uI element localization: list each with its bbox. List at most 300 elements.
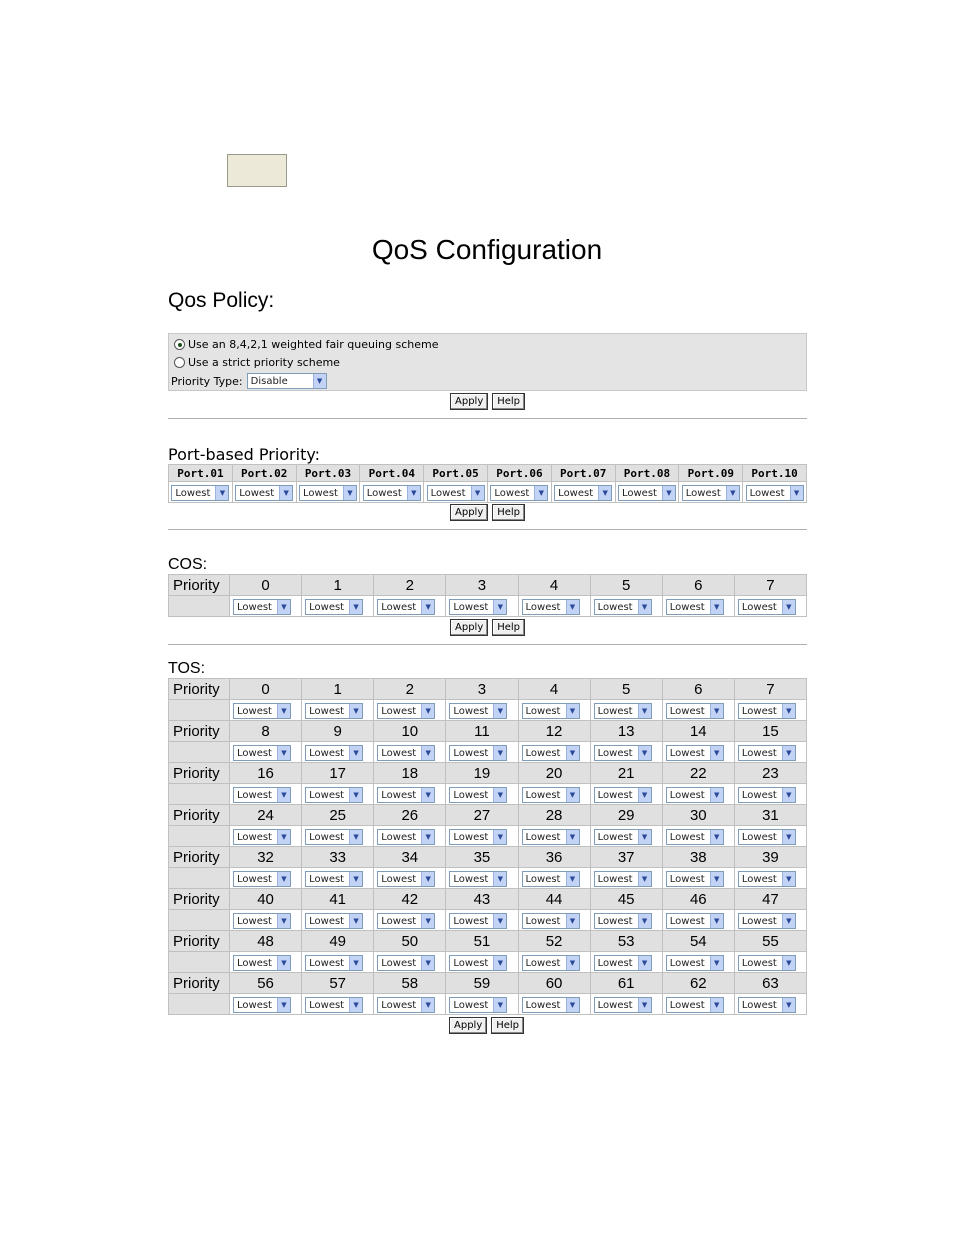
chevron-down-icon: ▼ (710, 914, 723, 928)
priority-value: Lowest (381, 915, 417, 927)
priority-value: Lowest (237, 957, 272, 969)
chevron-down-icon: ▼ (662, 486, 675, 500)
tos-apply-button[interactable]: Apply (449, 1017, 487, 1034)
priority-cell (734, 784, 806, 805)
chevron-down-icon: ▼ (349, 830, 362, 844)
priority-cell (302, 596, 374, 617)
port-apply-button[interactable]: Apply (450, 504, 488, 521)
priority-select[interactable] (522, 745, 580, 761)
chevron-down-icon: ▼ (313, 374, 326, 388)
priority-value: Lowest (453, 957, 489, 969)
chevron-down-icon: ▼ (277, 788, 290, 802)
priority-select[interactable] (594, 787, 652, 803)
priority-level: 35 (446, 847, 518, 868)
priority-row-label: Priority (169, 721, 230, 742)
port-priority-table (168, 464, 807, 503)
priority-cell (374, 826, 446, 847)
priority-cell (302, 952, 374, 973)
priority-select[interactable] (522, 787, 580, 803)
priority-select[interactable] (305, 955, 363, 971)
priority-select[interactable] (377, 997, 435, 1013)
priority-cell (230, 700, 302, 721)
chevron-down-icon: ▼ (343, 486, 356, 500)
priority-select[interactable] (594, 997, 652, 1013)
priority-value: Lowest (525, 831, 561, 843)
priority-value: Lowest (525, 957, 561, 969)
chevron-down-icon: ▼ (566, 872, 579, 886)
priority-select[interactable] (305, 829, 363, 845)
priority-value: Lowest (309, 601, 345, 613)
priority-select[interactable] (594, 829, 652, 845)
priority-cell (374, 952, 446, 973)
priority-level: 28 (518, 805, 590, 826)
priority-select[interactable] (594, 955, 652, 971)
priority-value: Lowest (302, 487, 338, 499)
priority-select[interactable] (666, 703, 724, 719)
priority-value: Lowest (430, 487, 466, 499)
priority-value: Lowest (381, 705, 417, 717)
priority-value: Lowest (175, 487, 211, 499)
priority-select[interactable] (594, 599, 652, 615)
priority-select[interactable] (522, 913, 580, 929)
priority-select[interactable] (233, 871, 291, 887)
priority-select[interactable] (738, 871, 796, 887)
priority-value: Lowest (381, 957, 417, 969)
port-label: Port.09 (679, 465, 743, 482)
priority-level: 29 (590, 805, 662, 826)
qos-policy-heading: Qos Policy: (168, 289, 275, 312)
priority-select[interactable] (522, 599, 580, 615)
priority-cell (662, 826, 734, 847)
priority-cell (446, 994, 518, 1015)
priority-cell (374, 596, 446, 617)
chevron-down-icon: ▼ (277, 830, 290, 844)
chevron-down-icon: ▼ (710, 998, 723, 1012)
priority-level: 62 (662, 973, 734, 994)
priority-value: Lowest (741, 915, 777, 927)
priority-level: 60 (518, 973, 590, 994)
priority-select[interactable] (738, 703, 796, 719)
priority-select[interactable] (233, 745, 291, 761)
priority-cell (590, 742, 662, 763)
priority-value: Lowest (453, 747, 489, 759)
priority-level: 5 (590, 679, 662, 700)
priority-value: Lowest (669, 747, 705, 759)
priority-value: Lowest (453, 873, 489, 885)
priority-select[interactable] (377, 599, 435, 615)
port-label: Port.08 (615, 465, 679, 482)
priority-value: Lowest (237, 789, 272, 801)
priority-select[interactable] (666, 955, 724, 971)
priority-select[interactable] (377, 871, 435, 887)
priority-select[interactable] (594, 913, 652, 929)
priority-level: 61 (590, 973, 662, 994)
priority-select[interactable] (449, 745, 507, 761)
priority-level: 5 (590, 575, 662, 596)
chevron-down-icon: ▼ (710, 872, 723, 886)
cos-value-row (169, 596, 807, 617)
priority-level: 7 (734, 575, 806, 596)
priority-level: 54 (662, 931, 734, 952)
port-priority-select[interactable] (363, 485, 421, 501)
chevron-down-icon: ▼ (421, 600, 434, 614)
priority-select[interactable] (449, 599, 507, 615)
priority-select[interactable] (233, 829, 291, 845)
chevron-down-icon: ▼ (782, 788, 795, 802)
chevron-down-icon: ▼ (279, 486, 292, 500)
port-priority-select[interactable] (554, 485, 612, 501)
priority-level: 53 (590, 931, 662, 952)
chevron-down-icon: ▼ (566, 600, 579, 614)
chevron-down-icon: ▼ (638, 704, 651, 718)
priority-cell (734, 596, 806, 617)
priority-select[interactable] (305, 997, 363, 1013)
port-header-row (169, 465, 807, 482)
port-priority-select[interactable] (299, 485, 357, 501)
port-buttons (450, 504, 525, 521)
priority-select[interactable] (738, 787, 796, 803)
priority-level: 45 (590, 889, 662, 910)
port-cell (615, 482, 679, 503)
priority-cell (518, 868, 590, 889)
chevron-down-icon: ▼ (782, 998, 795, 1012)
port-priority-select[interactable] (171, 485, 229, 501)
port-label: Port.03 (296, 465, 360, 482)
priority-level: 4 (518, 575, 590, 596)
chevron-down-icon: ▼ (782, 600, 795, 614)
priority-select[interactable] (305, 745, 363, 761)
chevron-down-icon: ▼ (638, 830, 651, 844)
port-priority-select[interactable] (746, 485, 804, 501)
weighted-radio[interactable] (174, 339, 185, 350)
chevron-down-icon: ▼ (493, 600, 506, 614)
priority-row-label: Priority (169, 679, 230, 700)
priority-value: Lowest (309, 789, 345, 801)
priority-cell (518, 742, 590, 763)
priority-cell (662, 742, 734, 763)
priority-cell (734, 700, 806, 721)
priority-select[interactable] (305, 787, 363, 803)
priority-level: 57 (302, 973, 374, 994)
chevron-down-icon: ▼ (421, 746, 434, 760)
chevron-down-icon: ▼ (277, 600, 290, 614)
priority-value: Lowest (669, 601, 705, 613)
weighted-option[interactable] (174, 338, 438, 351)
port-priority-select[interactable] (235, 485, 293, 501)
priority-select[interactable] (738, 745, 796, 761)
port-label: Port.06 (487, 465, 551, 482)
priority-level: 18 (374, 763, 446, 784)
priority-level: 41 (302, 889, 374, 910)
priority-select[interactable] (738, 829, 796, 845)
priority-select[interactable] (449, 913, 507, 929)
priority-value: Lowest (525, 705, 561, 717)
tos-level-row (169, 847, 807, 868)
qos-policy-panel (168, 333, 807, 391)
port-cell (424, 482, 488, 503)
chevron-down-icon: ▼ (598, 486, 611, 500)
priority-cell (302, 700, 374, 721)
priority-select[interactable] (377, 913, 435, 929)
priority-value: Lowest (669, 705, 705, 717)
port-help-button[interactable]: Help (492, 504, 525, 521)
priority-select[interactable] (666, 599, 724, 615)
chevron-down-icon: ▼ (710, 600, 723, 614)
tos-value-row (169, 784, 807, 805)
priority-value: Lowest (597, 705, 633, 717)
priority-select[interactable] (377, 787, 435, 803)
priority-level: 15 (734, 721, 806, 742)
priority-select[interactable] (305, 703, 363, 719)
priority-select[interactable] (594, 871, 652, 887)
priority-level: 51 (446, 931, 518, 952)
strict-radio[interactable] (174, 357, 185, 368)
priority-level: 27 (446, 805, 518, 826)
port-based-heading: Port-based Priority: (168, 445, 321, 464)
tos-help-button[interactable]: Help (491, 1017, 524, 1034)
blank-cell (169, 910, 230, 931)
priority-select[interactable] (522, 871, 580, 887)
priority-value: Lowest (749, 487, 785, 499)
priority-cell (590, 952, 662, 973)
port-cell (360, 482, 424, 503)
strict-option-label: Use a strict priority scheme (188, 356, 340, 369)
priority-cell (734, 910, 806, 931)
priority-cell (662, 952, 734, 973)
cos-heading: COS: (168, 556, 208, 573)
priority-level: 9 (302, 721, 374, 742)
priority-cell (302, 910, 374, 931)
chevron-down-icon: ▼ (534, 486, 547, 500)
chevron-down-icon: ▼ (493, 788, 506, 802)
priority-level: 32 (230, 847, 302, 868)
priority-value: Lowest (453, 789, 489, 801)
chevron-down-icon: ▼ (566, 998, 579, 1012)
priority-select[interactable] (522, 997, 580, 1013)
priority-select[interactable] (522, 829, 580, 845)
priority-value: Lowest (381, 831, 417, 843)
priority-cell (230, 826, 302, 847)
priority-value: Lowest (741, 705, 777, 717)
priority-level: 11 (446, 721, 518, 742)
cos-help-button[interactable]: Help (492, 619, 525, 636)
tos-value-row (169, 868, 807, 889)
priority-value: Lowest (309, 999, 345, 1011)
cos-apply-button[interactable]: Apply (450, 619, 488, 636)
chevron-down-icon: ▼ (566, 830, 579, 844)
priority-cell (662, 784, 734, 805)
priority-cell (734, 868, 806, 889)
blank-top-button[interactable] (227, 154, 287, 187)
priority-select[interactable] (666, 913, 724, 929)
chevron-down-icon: ▼ (421, 830, 434, 844)
priority-value: Lowest (669, 957, 705, 969)
priority-select[interactable] (233, 787, 291, 803)
priority-value: Lowest (309, 705, 345, 717)
priority-level: 52 (518, 931, 590, 952)
priority-select[interactable] (233, 703, 291, 719)
priority-cell (374, 742, 446, 763)
priority-cell (518, 596, 590, 617)
priority-select[interactable] (377, 955, 435, 971)
tos-level-row (169, 931, 807, 952)
priority-value: Lowest (366, 487, 402, 499)
tos-level-row (169, 805, 807, 826)
cos-level-row (169, 575, 807, 596)
priority-cell (302, 994, 374, 1015)
priority-select[interactable] (738, 997, 796, 1013)
priority-value: Lowest (741, 999, 777, 1011)
priority-row-label: Priority (169, 931, 230, 952)
priority-value: Lowest (741, 789, 777, 801)
chevron-down-icon: ▼ (782, 956, 795, 970)
priority-cell (518, 994, 590, 1015)
page-title: QoS Configuration (371, 234, 603, 265)
tos-value-row (169, 742, 807, 763)
priority-select[interactable] (233, 997, 291, 1013)
priority-select[interactable] (305, 871, 363, 887)
priority-select[interactable] (449, 871, 507, 887)
priority-value: Lowest (381, 999, 417, 1011)
priority-level: 10 (374, 721, 446, 742)
priority-cell (590, 994, 662, 1015)
priority-value: Lowest (494, 487, 530, 499)
priority-select[interactable] (233, 913, 291, 929)
priority-select[interactable] (666, 997, 724, 1013)
priority-cell (446, 868, 518, 889)
priority-select[interactable] (738, 955, 796, 971)
divider (168, 529, 807, 530)
priority-select[interactable] (449, 955, 507, 971)
priority-select[interactable] (449, 703, 507, 719)
priority-select[interactable] (377, 829, 435, 845)
chevron-down-icon: ▼ (710, 746, 723, 760)
priority-value: Lowest (558, 487, 594, 499)
priority-value: Lowest (237, 915, 272, 927)
blank-cell (169, 826, 230, 847)
port-priority-select[interactable] (427, 485, 485, 501)
priority-select[interactable] (233, 955, 291, 971)
chevron-down-icon: ▼ (349, 998, 362, 1012)
priority-select[interactable] (449, 787, 507, 803)
priority-cell (590, 596, 662, 617)
priority-cell (374, 700, 446, 721)
chevron-down-icon: ▼ (471, 486, 484, 500)
tos-value-row (169, 910, 807, 931)
priority-select[interactable] (449, 829, 507, 845)
priority-select[interactable] (666, 871, 724, 887)
priority-select[interactable] (305, 913, 363, 929)
priority-value: Lowest (453, 705, 489, 717)
policy-help-button[interactable]: Help (492, 393, 525, 410)
chevron-down-icon: ▼ (782, 830, 795, 844)
tos-value-row (169, 952, 807, 973)
policy-apply-button[interactable]: Apply (450, 393, 488, 410)
priority-value: Lowest (669, 873, 705, 885)
chevron-down-icon: ▼ (710, 704, 723, 718)
chevron-down-icon: ▼ (566, 956, 579, 970)
priority-level: 12 (518, 721, 590, 742)
priority-cell (446, 596, 518, 617)
priority-select[interactable] (666, 829, 724, 845)
priority-value: Lowest (309, 831, 345, 843)
chevron-down-icon: ▼ (493, 746, 506, 760)
priority-select[interactable] (233, 599, 291, 615)
port-priority-select[interactable] (618, 485, 676, 501)
priority-value: Lowest (597, 601, 633, 613)
priority-value: Lowest (239, 487, 275, 499)
priority-cell (590, 700, 662, 721)
priority-type-select[interactable] (247, 373, 327, 389)
priority-select[interactable] (666, 787, 724, 803)
priority-select[interactable] (377, 745, 435, 761)
priority-cell (662, 994, 734, 1015)
chevron-down-icon: ▼ (710, 830, 723, 844)
priority-select[interactable] (449, 997, 507, 1013)
priority-value: Lowest (669, 831, 705, 843)
priority-cell (662, 596, 734, 617)
priority-select[interactable] (738, 599, 796, 615)
priority-select[interactable] (522, 955, 580, 971)
priority-value: Lowest (525, 601, 561, 613)
priority-level: 3 (446, 575, 518, 596)
priority-select[interactable] (305, 599, 363, 615)
chevron-down-icon: ▼ (421, 704, 434, 718)
divider (168, 644, 807, 645)
priority-level: 31 (734, 805, 806, 826)
priority-level: 25 (302, 805, 374, 826)
priority-row-label: Priority (169, 805, 230, 826)
chevron-down-icon: ▼ (421, 956, 434, 970)
tos-level-row (169, 721, 807, 742)
port-cell (169, 482, 233, 503)
blank-cell (169, 994, 230, 1015)
priority-select[interactable] (666, 745, 724, 761)
priority-cell (230, 994, 302, 1015)
priority-value: Lowest (685, 487, 721, 499)
blank-cell (169, 742, 230, 763)
priority-select[interactable] (377, 703, 435, 719)
priority-select[interactable] (594, 745, 652, 761)
tos-level-row (169, 889, 807, 910)
priority-level: 42 (374, 889, 446, 910)
policy-buttons (450, 393, 525, 410)
priority-level: 1 (302, 679, 374, 700)
chevron-down-icon: ▼ (638, 956, 651, 970)
cos-table (168, 574, 807, 617)
priority-value: Lowest (237, 873, 272, 885)
priority-select[interactable] (594, 703, 652, 719)
port-priority-select[interactable] (682, 485, 740, 501)
priority-level: 21 (590, 763, 662, 784)
priority-cell (662, 910, 734, 931)
chevron-down-icon: ▼ (566, 914, 579, 928)
port-priority-select[interactable] (490, 485, 548, 501)
priority-value: Lowest (525, 789, 561, 801)
strict-option[interactable] (174, 356, 340, 369)
priority-value: Lowest (309, 915, 345, 927)
tos-level-row (169, 763, 807, 784)
chevron-down-icon: ▼ (493, 956, 506, 970)
port-cell (551, 482, 615, 503)
chevron-down-icon: ▼ (638, 998, 651, 1012)
priority-select[interactable] (522, 703, 580, 719)
chevron-down-icon: ▼ (710, 788, 723, 802)
chevron-down-icon: ▼ (566, 704, 579, 718)
priority-cell (590, 784, 662, 805)
priority-cell (374, 868, 446, 889)
priority-select[interactable] (738, 913, 796, 929)
